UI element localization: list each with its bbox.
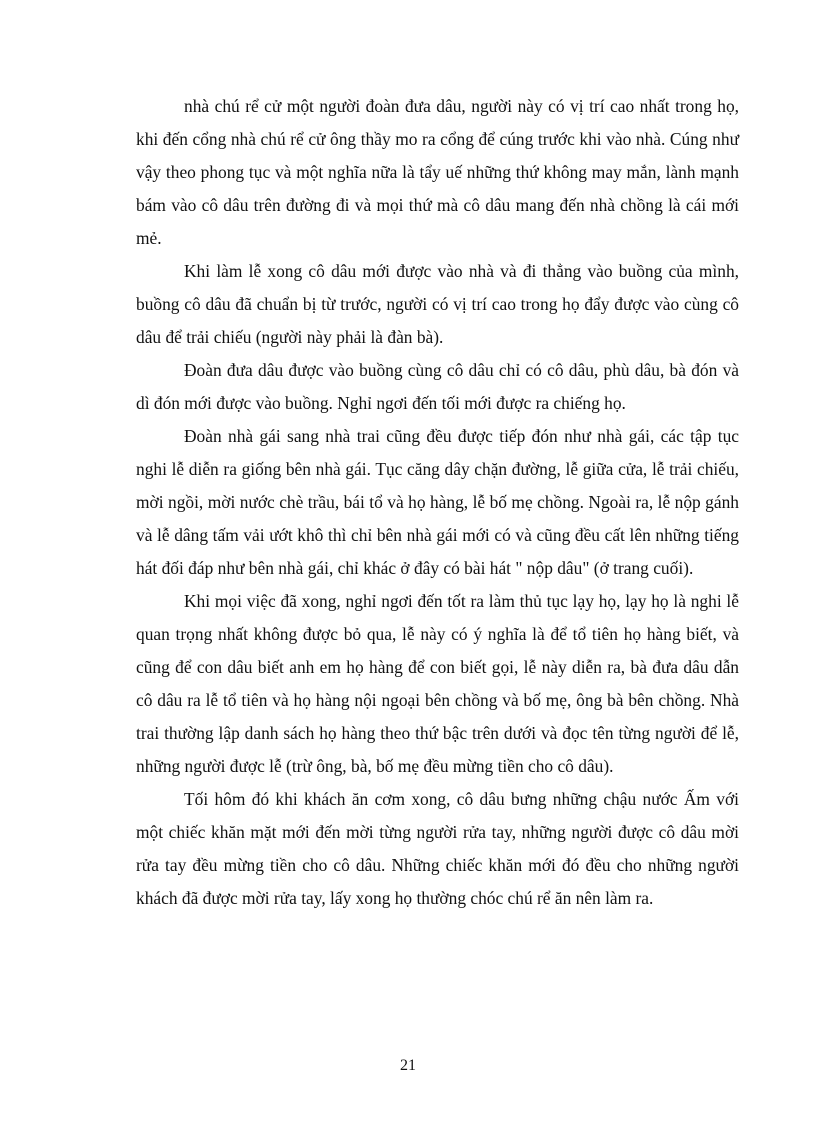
page-number: 21 — [400, 1057, 416, 1074]
paragraph-2: Khi làm lễ xong cô dâu mới được vào nhà và đi thẳng vào buồng của mình, buồng cô dâu đã chuẩn bị từ trước, người có vị trí cao trong họ đẩy được vào cùng cô dâu để trải chiếu (người này phải là đàn bà). — [136, 261, 739, 347]
paragraph-6: Tối hôm đó khi khách ăn cơm xong, cô dâu bưng những chậu nước Ấm với một chiếc khăn mặt mới đến mời từng người rửa tay, những người được cô dâu mời rửa tay đều mừng tiền cho cô dâu. Những chiếc khăn mới đó đều cho những người khách đã được mời rửa tay, lấy xong họ thường chóc chú rể ăn nên làm ra. — [136, 789, 739, 908]
paragraph-1: nhà chú rể cử một người đoàn đưa dâu, người này có vị trí cao nhất trong họ, khi đến cổng nhà chú rể cử ông thầy mo ra cổng để cúng trước khi vào nhà. Cúng như vậy theo phong tục và một nghĩa nữa là tẩy uế những thứ không may mắn, lành mạnh bám vào cô dâu trên đường đi và mọi thứ mà cô dâu mang đến nhà chồng là cái mới mẻ. — [136, 96, 739, 248]
paragraph-5: Khi mọi việc đã xong, nghỉ ngơi đến tốt ra làm thủ tục lạy họ, lạy họ là nghi lễ quan trọng nhất không được bỏ qua, lễ này có ý nghĩa là để tổ tiên họ hàng biết, và cũng để con dâu biết anh em họ hàng để con biết gọi, lễ này diễn ra, bà đưa dâu dẫn cô dâu ra lễ tổ tiên và họ hàng nội ngoại bên chồng và bố mẹ, ông bà bên chồng. Nhà trai thường lập danh sách họ hàng theo thứ bậc trên dưới và đọc tên từng người để lễ, những người được lễ (trừ ông, bà, bố mẹ đều mừng tiền cho cô dâu). — [136, 591, 739, 776]
body-text — [136, 90, 739, 915]
paragraph-4: Đoàn nhà gái sang nhà trai cũng đều được tiếp đón như nhà gái, các tập tục nghi lễ diễn ra giống bên nhà gái. Tục căng dây chặn đường, lễ giữa cửa, lễ trải chiếu, mời ngồi, mời nước chè trầu, bái tổ và họ hàng, lễ bố mẹ chồng. Ngoài ra, lễ nộp gánh và lễ dâng tấm vải ướt khô thì chỉ bên nhà gái mới có và cũng đều cất lên những tiếng hát đối đáp như bên nhà gái, chỉ khác ở đây có bài hát " nộp dâu" (ở trang cuối). — [136, 426, 739, 578]
paragraph-3: Đoàn đưa dâu được vào buồng cùng cô dâu chỉ có cô dâu, phù dâu, bà đón và dì đón mới được vào buồng. Nghỉ ngơi đến tối mới được ra chiếng họ. — [136, 360, 739, 413]
